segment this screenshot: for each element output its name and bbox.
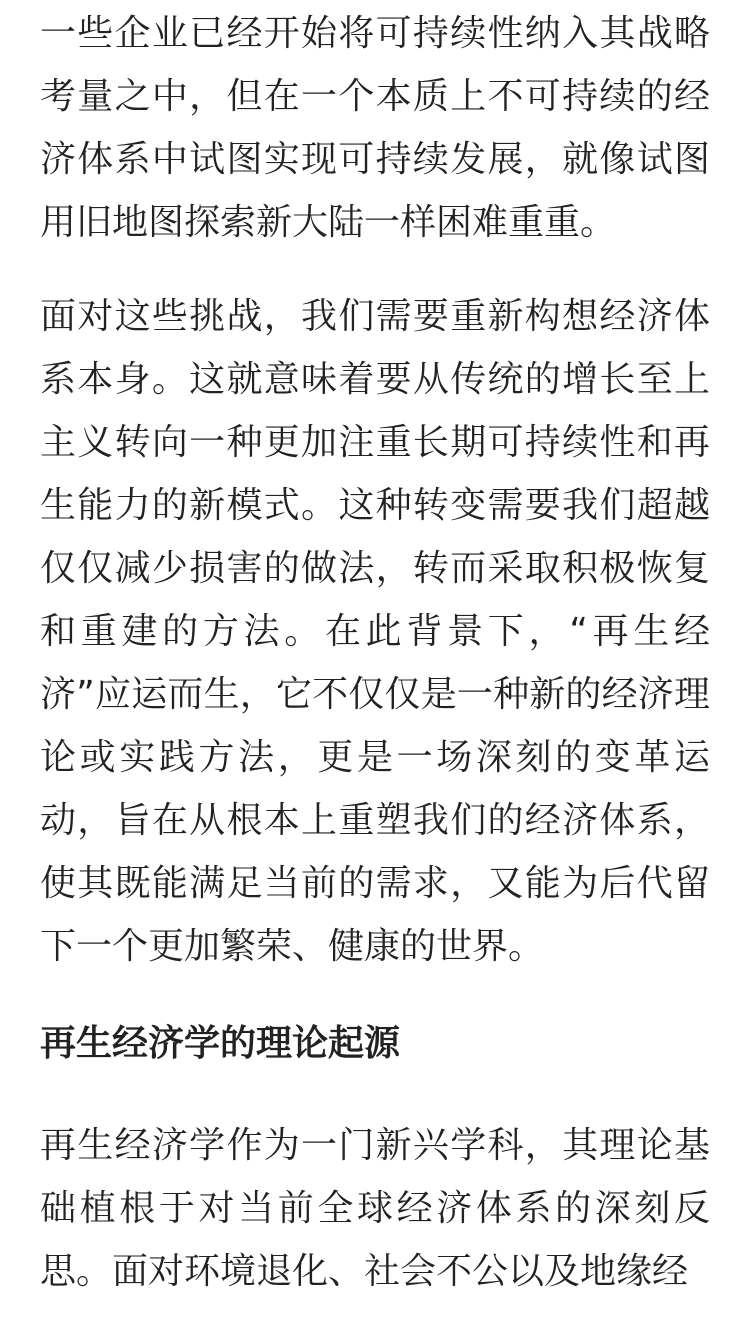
paragraph-1: 一些企业已经开始将可持续性纳入其战略考量之中，但在一个本质上不可持续的经济体系中试图实现可持续发展，就像试图用旧地图探索新大陆一样困难重重。	[40, 13, 710, 243]
paragraph-3: 再生经济学作为一门新兴学科，其理论基础植根于对当前全球经济体系的深刻反思。面对环境退化、社会不公以及地缘经	[40, 1125, 710, 1292]
article-body	[40, 0, 710, 1303]
paragraph-2: 面对这些挑战，我们需要重新构想经济体系本身。这就意味着要从传统的增长至上主义转向一种更加注重长期可持续性和再生能力的新模式。这种转变需要我们超越仅仅减少损害的做法，转而采取积极恢复和重建的方法。在此背景下，“再生经济”应运而生，它不仅仅是一种新的经济理论或实践方法，更是一场深刻的变革运动，旨在从根本上重塑我们的经济体系，使其既能满足当前的需求，又能为后代留下一个更加繁荣、健康的世界。	[40, 296, 710, 967]
section-heading: 再生经济学的理论起源	[40, 1023, 401, 1064]
